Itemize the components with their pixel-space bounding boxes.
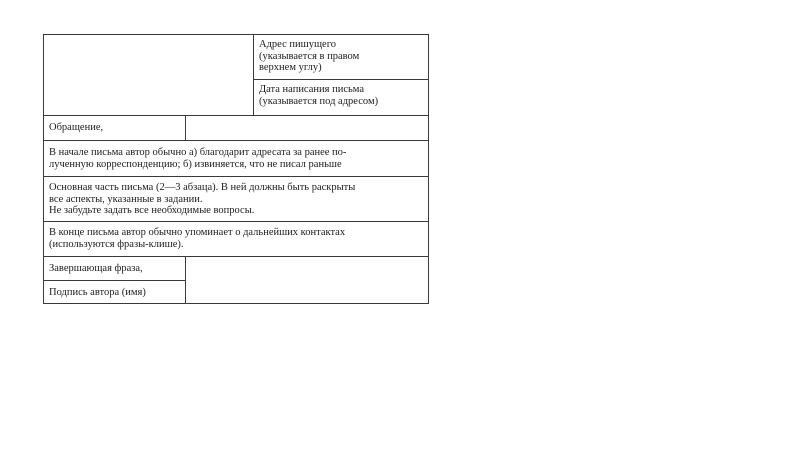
greeting-cell: Обращение, — [43, 115, 186, 141]
signature-right-empty-cell — [185, 256, 429, 304]
opening-paragraph-cell: В начале письма автор обычно а) благодарит адресата за ранее по- лученную корреспонденцию; б) извиняется, что не писал раньше — [43, 140, 429, 177]
letter-structure-table — [43, 34, 429, 304]
address-cell: Адрес пишущего (указывается в правом верхнем углу) — [253, 34, 429, 80]
empty-top-left-cell — [43, 34, 254, 116]
closing-paragraph-cell: В конце письма автор обычно упоминает о дальнейших контактах (используются фразы-клише). — [43, 221, 429, 257]
signature-cell: Подпись автора (имя) — [43, 280, 186, 304]
closing-phrase-cell: Завершающая фраза, — [43, 256, 186, 281]
date-cell: Дата написания письма (указывается под адресом) — [253, 79, 429, 116]
main-part-cell: Основная часть письма (2—3 абзаца). В ней должны быть раскрыты все аспекты, указанные в задании. Не забудьте задать все необходимые вопросы. — [43, 176, 429, 222]
greeting-right-empty-cell — [185, 115, 429, 141]
